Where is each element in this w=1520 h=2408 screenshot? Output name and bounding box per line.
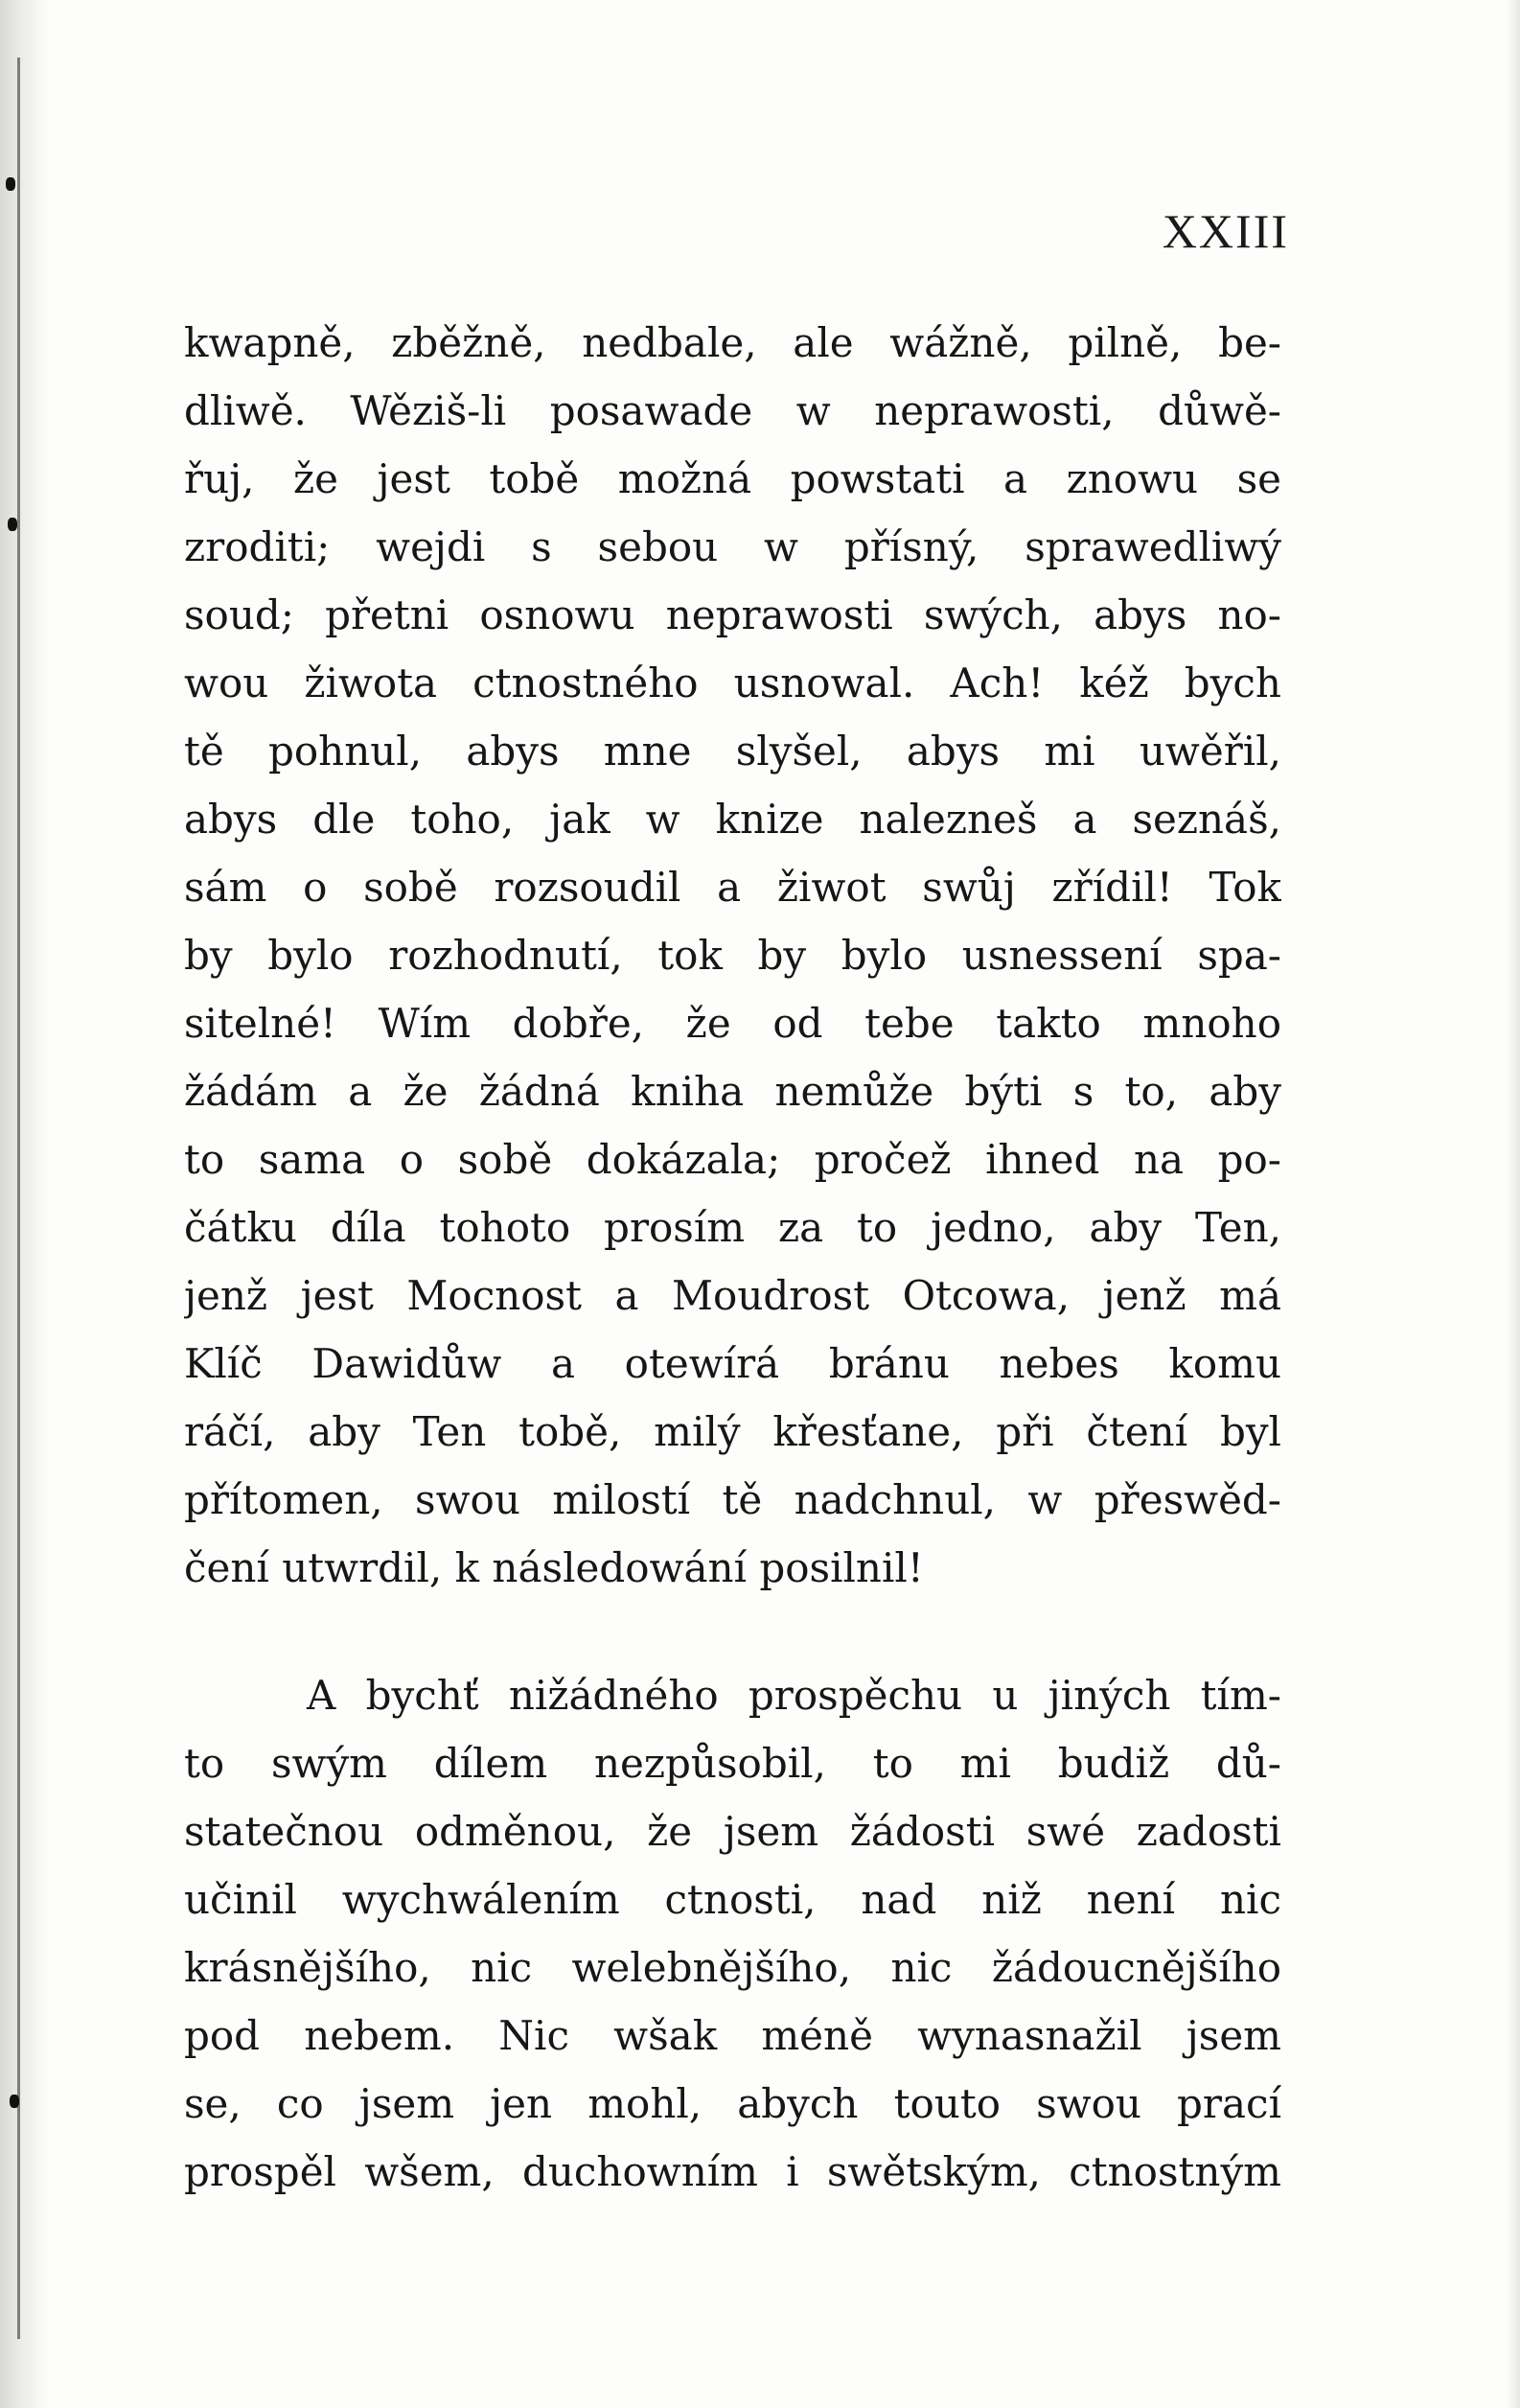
text-line: krásnějšího, nic welebnějšího, nic žádoucnějšího xyxy=(184,1944,1281,1991)
text-line: wou žiwota ctnostného usnowal. Ach! kéž bych xyxy=(184,660,1281,706)
text-line: řuj, že jest tobě možná powstati a znowu se xyxy=(184,455,1281,502)
paragraph xyxy=(184,1661,1281,2206)
text-line: čení utwrdil, k následowání posilnil! xyxy=(184,1544,924,1591)
text-line: statečnou odměnou, že jsem žádosti swé zadosti xyxy=(184,1808,1281,1855)
text-line: dliwě. Wěziš-li posawade w neprawosti, důwě- xyxy=(184,387,1281,434)
text-line: učinil wychwálením ctnosti, nad niž není nic xyxy=(184,1876,1281,1923)
text-line: sám o sobě rozsoudil a žiwot swůj zřídil! Tok xyxy=(184,864,1281,911)
text-line: Klíč Dawidůw a otewírá bránu nebes komu xyxy=(184,1340,1281,1387)
ink-mark xyxy=(10,2095,19,2108)
text-line: kwapně, zběžně, nedbale, ale wážně, pilně, be- xyxy=(184,319,1281,366)
paragraph-gap xyxy=(184,1602,1281,1661)
binding-gutter xyxy=(0,0,50,2408)
text-line: přítomen, swou milostí tě nadchnul, w přeswěd- xyxy=(184,1476,1281,1523)
text-line: prospěl wšem, duchowním i swětským, ctnostným xyxy=(184,2148,1281,2195)
text-line: jenž jest Mocnost a Moudrost Otcowa, jenž má xyxy=(184,1272,1281,1319)
page-edge-shadow xyxy=(1507,0,1520,2408)
ink-mark xyxy=(6,177,15,191)
text-line: tě pohnul, abys mne slyšel, abys mi uwěřil, xyxy=(184,728,1281,775)
text-line: sitelné! Wím dobře, že od tebe takto mnoho xyxy=(184,1000,1281,1047)
paragraph xyxy=(184,309,1281,1602)
text-line: pod nebem. Nic wšak méně wynasnažil jsem xyxy=(184,2012,1281,2059)
body-text xyxy=(184,309,1281,2206)
text-line: by bylo rozhodnutí, tok by bylo usnessení spa- xyxy=(184,932,1281,979)
page-number: XXIII xyxy=(1162,204,1289,258)
text-line: ráčí, aby Ten tobě, milý křesťane, při čtení byl xyxy=(184,1408,1281,1455)
text-line: abys dle toho, jak w knize nalezneš a seznáš, xyxy=(184,796,1281,843)
text-line: to sama o sobě dokázala; pročež ihned na po- xyxy=(184,1136,1281,1183)
text-line: zroditi; wejdi s sebou w přísný, sprawedliwý xyxy=(184,523,1281,570)
text-line: čátku díla tohoto prosím za to jedno, aby Ten, xyxy=(184,1204,1281,1251)
gutter-shadow-line xyxy=(17,58,20,2339)
text-line: to swým dílem nezpůsobil, to mi budiž dů- xyxy=(184,1740,1281,1787)
ink-mark xyxy=(8,518,17,531)
text-line: se, co jsem jen mohl, abych touto swou prací xyxy=(184,2080,1281,2127)
text-line: soud; přetni osnowu neprawosti swých, abys no- xyxy=(184,591,1281,638)
text-line: A bychť nižádného prospěchu u jiných tím- xyxy=(307,1672,1281,1719)
text-line: žádám a že žádná kniha nemůže býti s to, aby xyxy=(184,1068,1281,1115)
